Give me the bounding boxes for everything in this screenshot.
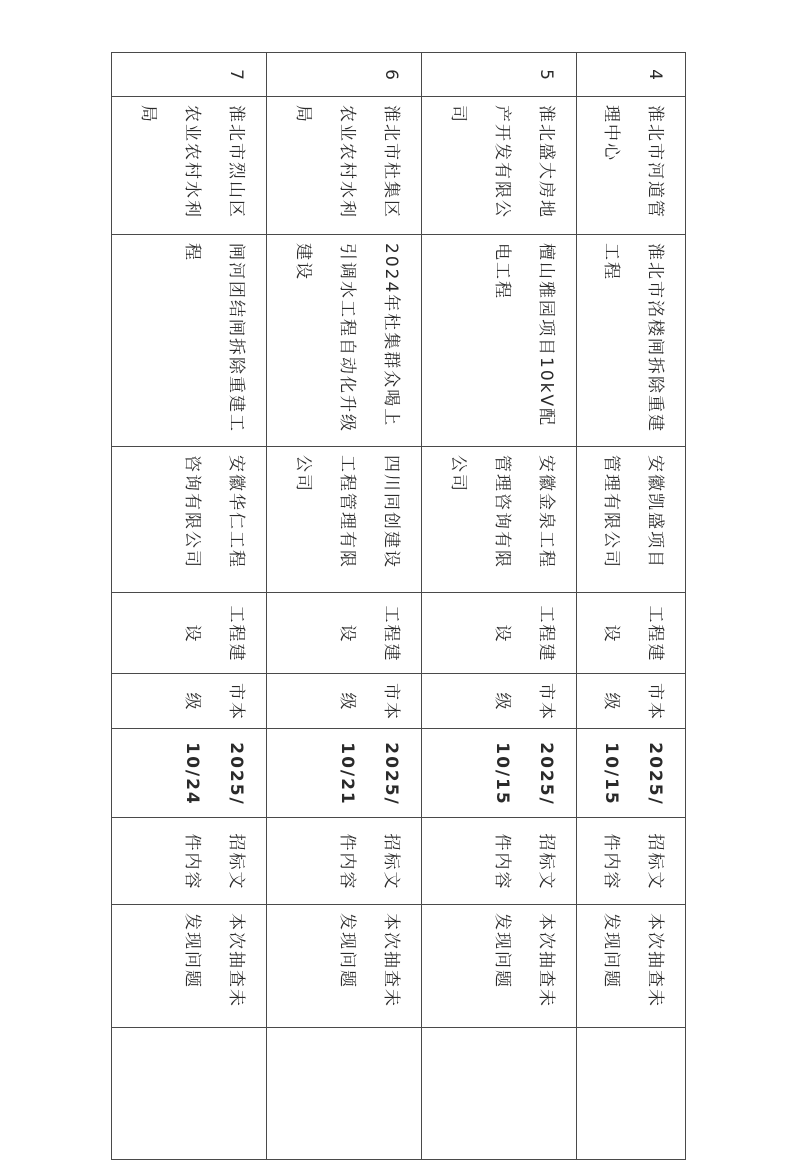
result-cell: 本次抽查未发现问题 xyxy=(112,905,267,1028)
remark-cell xyxy=(267,1028,422,1160)
agency-cell: 安徽华仁工程咨询有限公司 xyxy=(112,447,267,593)
table-row xyxy=(267,53,422,1160)
project-cell: 淮北市洺楼闸拆除重建工程 xyxy=(577,235,686,447)
date-cell: 2025/10/21 xyxy=(267,729,422,818)
level-cell: 市本级 xyxy=(112,674,267,729)
unit-cell: 淮北盛大房地产开发有限公司 xyxy=(422,97,577,235)
unit-cell: 淮北市河道管理中心 xyxy=(577,97,686,235)
unit-cell: 淮北市杜集区农业农村水利局 xyxy=(267,97,422,235)
inspection-table xyxy=(111,52,686,1160)
row-index: 7 xyxy=(112,53,267,97)
content-cell: 招标文件内容 xyxy=(577,818,686,905)
level-cell: 市本级 xyxy=(577,674,686,729)
remark-cell xyxy=(577,1028,686,1160)
level-cell: 市本级 xyxy=(267,674,422,729)
table-row xyxy=(112,53,267,1160)
date-cell: 2025/10/15 xyxy=(577,729,686,818)
table-row xyxy=(422,53,577,1160)
content-cell: 招标文件内容 xyxy=(112,818,267,905)
category-cell: 工程建设 xyxy=(577,593,686,674)
date-cell: 2025/10/15 xyxy=(422,729,577,818)
remark-cell xyxy=(422,1028,577,1160)
row-index: 5 xyxy=(422,53,577,97)
result-cell: 本次抽查未发现问题 xyxy=(577,905,686,1028)
row-index: 4 xyxy=(577,53,686,97)
remark-cell xyxy=(112,1028,267,1160)
content-cell: 招标文件内容 xyxy=(267,818,422,905)
category-cell: 工程建设 xyxy=(112,593,267,674)
table-row xyxy=(577,53,686,1160)
result-cell: 本次抽查未发现问题 xyxy=(267,905,422,1028)
project-cell: 2024年杜集群众喝上引调水工程自动化升级建设 xyxy=(267,235,422,447)
unit-cell: 淮北市烈山区农业农村水利局 xyxy=(112,97,267,235)
project-cell: 檀山雅园项目10kV配电工程 xyxy=(422,235,577,447)
rotated-table-wrapper xyxy=(111,52,686,1059)
agency-cell: 安徽金泉工程管理咨询有限公司 xyxy=(422,447,577,593)
agency-cell: 四川同创建设工程管理有限公司 xyxy=(267,447,422,593)
date-cell: 2025/10/24 xyxy=(112,729,267,818)
level-cell: 市本级 xyxy=(422,674,577,729)
agency-cell: 安徽凯盛项目管理有限公司 xyxy=(577,447,686,593)
result-cell: 本次抽查未发现问题 xyxy=(422,905,577,1028)
category-cell: 工程建设 xyxy=(422,593,577,674)
category-cell: 工程建设 xyxy=(267,593,422,674)
project-cell: 闸河团结闸拆除重建工程 xyxy=(112,235,267,447)
row-index: 6 xyxy=(267,53,422,97)
content-cell: 招标文件内容 xyxy=(422,818,577,905)
